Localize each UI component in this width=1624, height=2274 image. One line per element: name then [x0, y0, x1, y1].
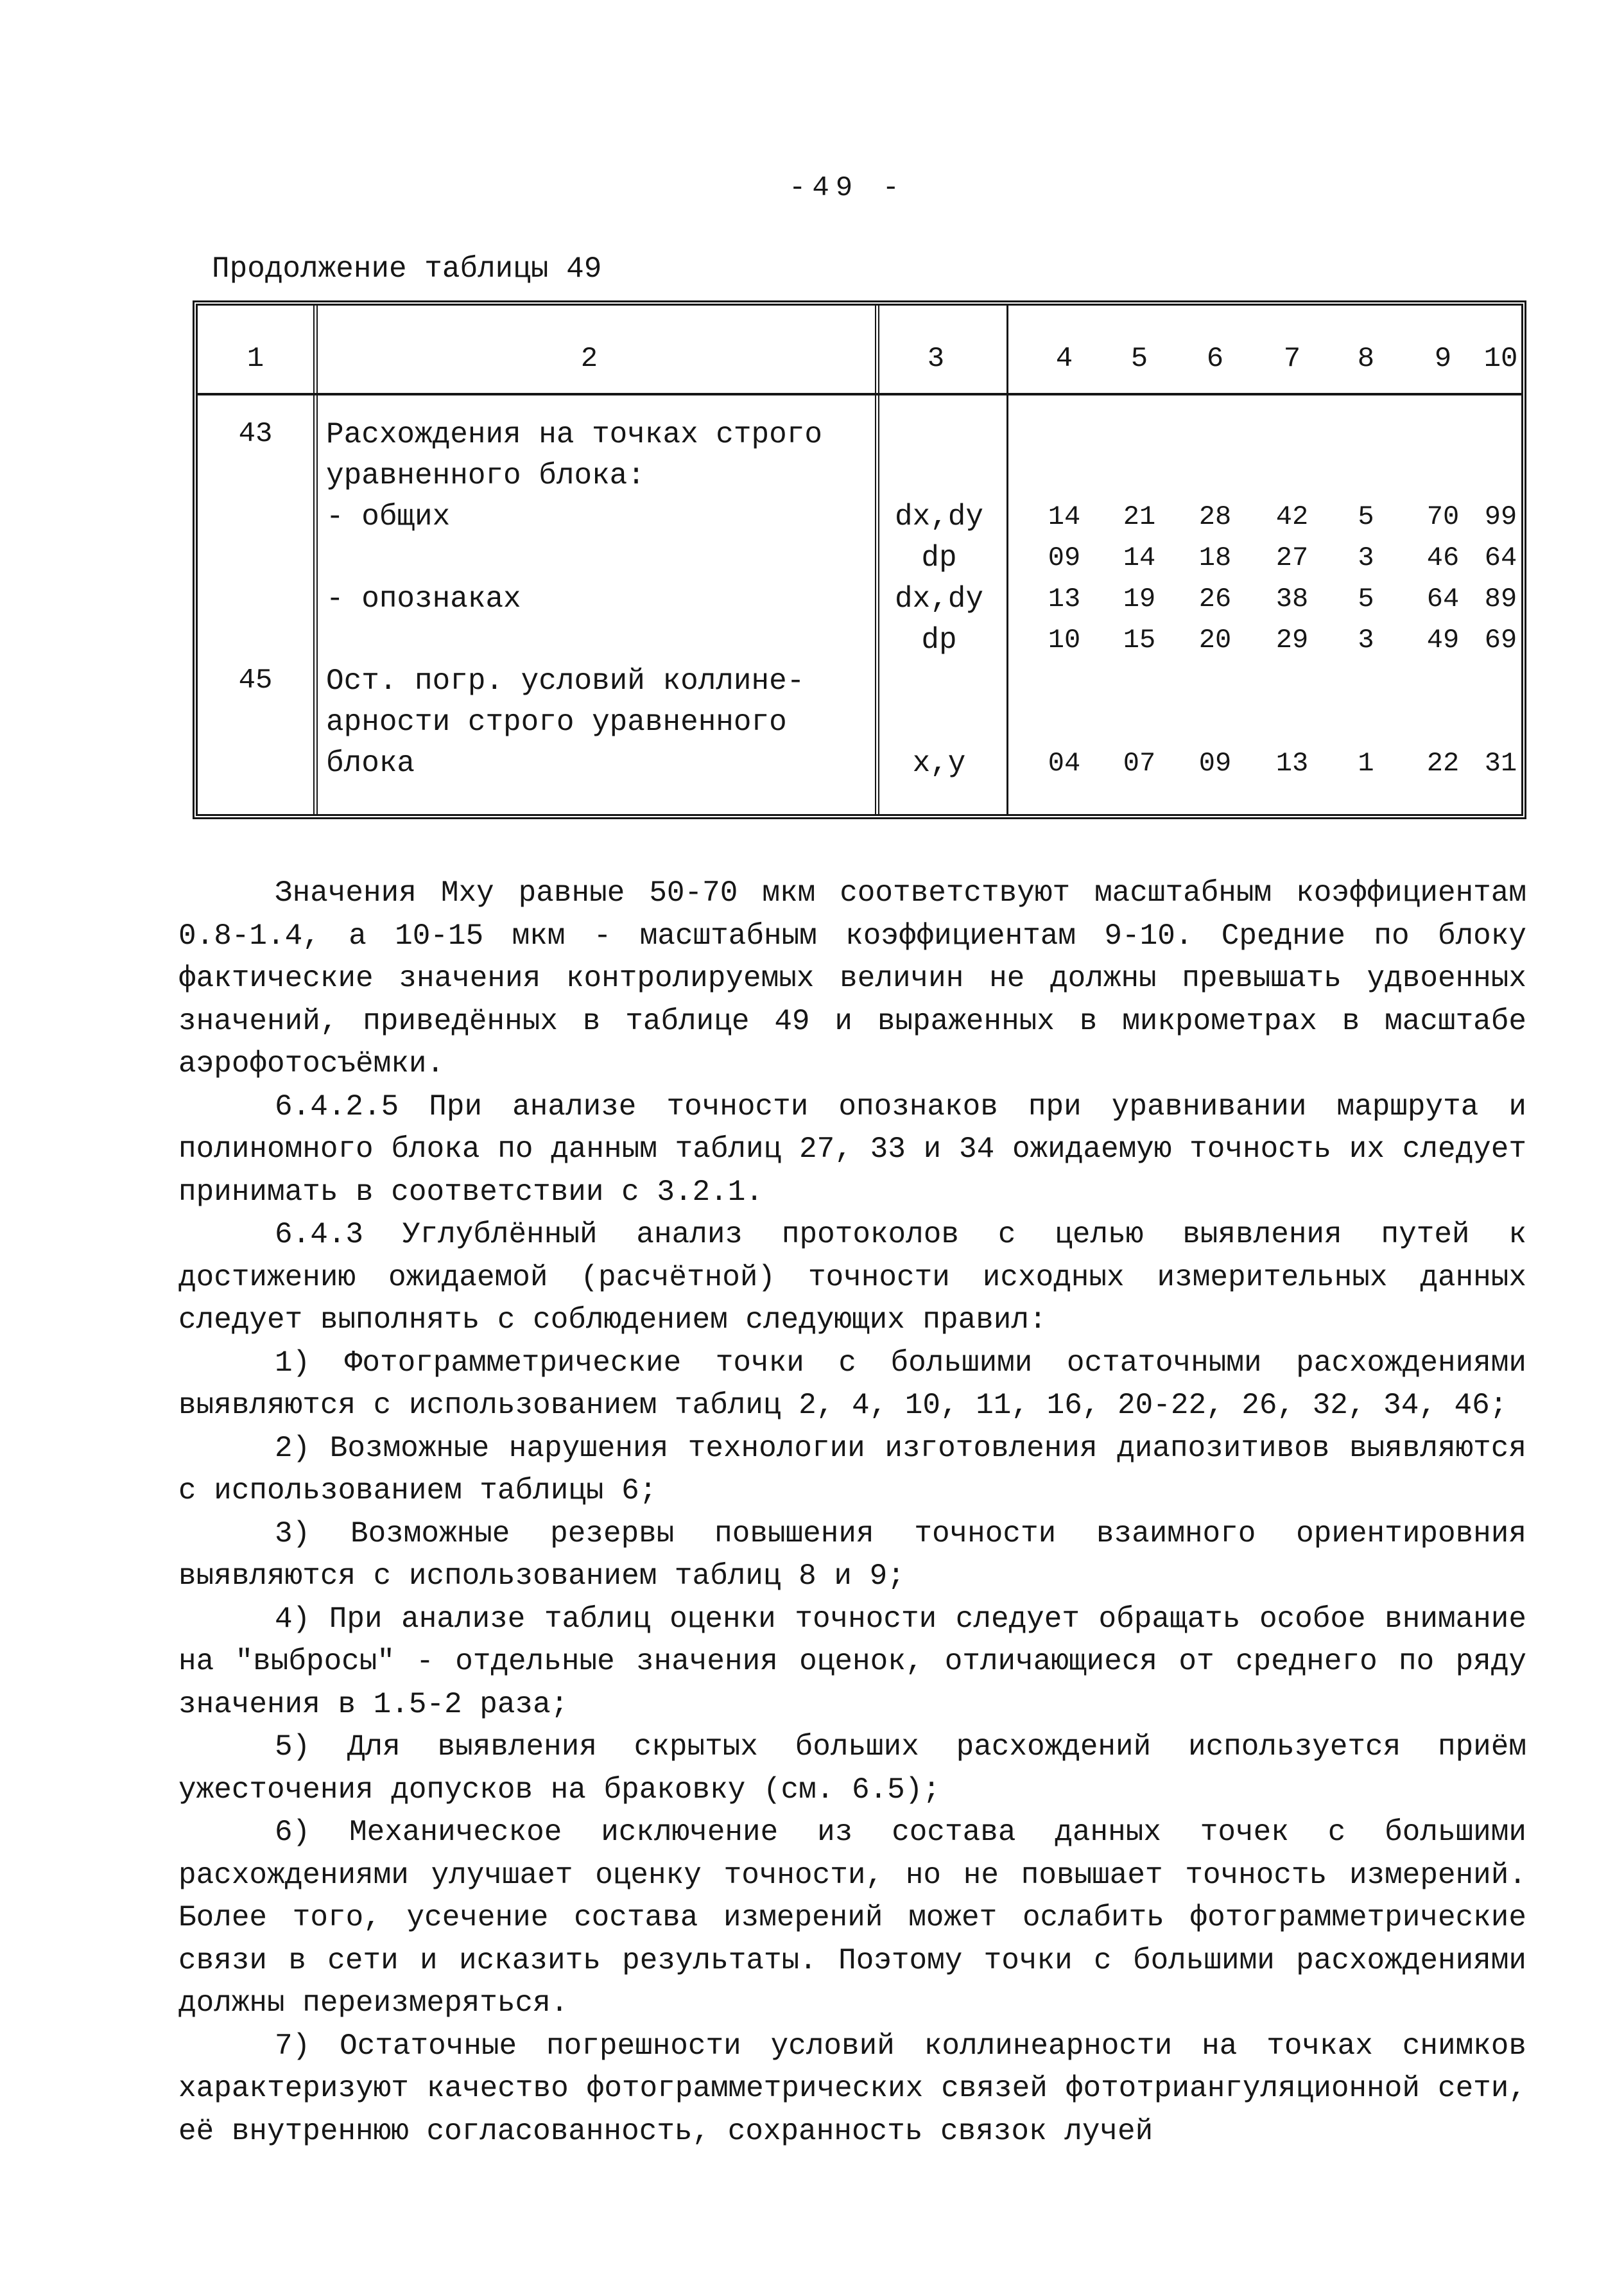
- table-cell: 69: [1484, 625, 1517, 655]
- page-number: -49 -: [788, 172, 906, 204]
- table-cell: 19: [1123, 584, 1156, 614]
- table-cell: 64: [1484, 542, 1517, 573]
- table-cell: 64: [1426, 584, 1460, 614]
- table-cell: 13: [1275, 748, 1309, 779]
- table-cell: 29: [1275, 625, 1309, 655]
- header-cell: 8: [1357, 343, 1375, 375]
- row-code: x,y: [912, 747, 966, 780]
- table-cell: 21: [1123, 501, 1156, 532]
- header-cell: 7: [1283, 343, 1301, 375]
- table-cell: 42: [1275, 501, 1309, 532]
- table-cell: 70: [1426, 501, 1460, 532]
- row-code: dx,dy: [894, 500, 984, 534]
- table-cell: 1: [1358, 748, 1374, 779]
- table-cell: 20: [1198, 625, 1232, 655]
- table-cell: 07: [1123, 748, 1156, 779]
- row-description: арности строго уравненного: [326, 706, 787, 739]
- table-cell: 15: [1123, 625, 1156, 655]
- header-cell: 2: [580, 343, 598, 375]
- header-cell: 4: [1055, 343, 1073, 375]
- table-cell: 09: [1198, 748, 1232, 779]
- table-cell: 13: [1048, 584, 1081, 614]
- table-cell: 5: [1358, 501, 1374, 532]
- body-text: [178, 872, 1526, 2153]
- table-cell: 46: [1426, 542, 1460, 573]
- row-number: 43: [238, 418, 273, 450]
- row-description: Ост. погр. условий коллине-: [326, 664, 805, 698]
- table-caption: Продолжение таблицы 49: [212, 252, 602, 286]
- table-cell: 3: [1358, 625, 1374, 655]
- list-item: 2) Возможные нарушения технологии изготовления диапозитивов выявляются с использованием таблицы 6;: [178, 1431, 1526, 1507]
- table-cell: 09: [1048, 542, 1081, 573]
- list-item: 7) Остаточные погрешности условий коллинеарности на точках снимков характеризуют качество фотограмметрических связей фототриангуляционной сети, её внутреннюю согласованность, сохранность связок лучей: [178, 2029, 1526, 2148]
- header-cell: 5: [1130, 343, 1148, 375]
- list-item: 1) Фотограмметрические точки с большими остаточными расхождениями выявляются с использованием таблиц 2, 4, 10, 11, 16, 20-22, 26, 32, 34, 46;: [178, 1346, 1526, 1422]
- row-description: уравненного блока:: [326, 459, 645, 492]
- table-cell: 18: [1198, 542, 1232, 573]
- row-description: Расхождения на точках строго: [326, 418, 822, 451]
- table-cell: 31: [1484, 748, 1517, 779]
- list-item: 6) Механическое исключение из состава данных точек с большими расхождениями улучшает оценку точности, но не повышает точность измерений. Более того, усечение состава измерений может ослабить фотограмметрические связи в сети и исказить результаты. Поэтому точки с большими расхождениями должны переизмеряться.: [178, 1816, 1526, 2020]
- table-cell: 89: [1484, 584, 1517, 614]
- table-cell: 14: [1123, 542, 1156, 573]
- header-cell: 10: [1483, 343, 1518, 375]
- table-cell: 49: [1426, 625, 1460, 655]
- table-cell: 28: [1198, 501, 1232, 532]
- paragraph: 6.4.3 Углублённый анализ протоколов с целью выявления путей к достижению ожидаемой (расчётной) точности исходных измерительных данных следует выполнять с соблюдением следующих правил:: [178, 1218, 1526, 1337]
- row-description: блока: [326, 747, 415, 780]
- table-cell: 10: [1048, 625, 1081, 655]
- table-divider: [1006, 306, 1008, 814]
- table-cell: 26: [1198, 584, 1232, 614]
- list-item: 5) Для выявления скрытых больших расхождений используется приём ужесточения допусков на браковку (см. 6.5);: [178, 1730, 1526, 1807]
- header-cell: 3: [927, 343, 945, 375]
- data-table: [193, 300, 1526, 819]
- paragraph: 6.4.2.5 При анализе точности опознаков при уравнивании маршрута и полиномного блока по данным таблиц 27, 33 и 34 ожидаемую точность их следует принимать в соответствии с 3.2.1.: [178, 1089, 1526, 1209]
- table-cell: 3: [1358, 542, 1374, 573]
- row-description: - опознаках: [326, 582, 521, 616]
- table-cell: 27: [1275, 542, 1309, 573]
- paragraph: Значения Мху равные 50-70 мкм соответствуют масштабным коэффициентам 0.8-1.4, а 10-15 мкм - масштабным коэффициентам 9-10. Средние по блоку фактические значения контролируемых величин не должны превышать удвоенных значений, приведённых в таблице 49 и выраженных в микрометрах в масштабе аэрофотосъёмки.: [178, 876, 1526, 1081]
- table-cell: 38: [1275, 584, 1309, 614]
- table-cell: 04: [1048, 748, 1081, 779]
- header-cell: 6: [1206, 343, 1224, 375]
- header-cell: 9: [1434, 343, 1452, 375]
- table-cell: 22: [1426, 748, 1460, 779]
- row-code: dx,dy: [894, 582, 984, 616]
- table-divider: [313, 306, 318, 814]
- list-item: 3) Возможные резервы повышения точности взаимного ориентировния выявляются с использованием таблиц 8 и 9;: [178, 1516, 1526, 1593]
- header-cell: 1: [246, 343, 264, 375]
- table-cell: 99: [1484, 501, 1517, 532]
- table-cell: 14: [1048, 501, 1081, 532]
- header-divider: [198, 393, 1521, 395]
- row-code: dp: [921, 541, 957, 575]
- list-item: 4) При анализе таблиц оценки точности следует обращать особое внимание на "выбросы" - отдельные значения оценок, отличающиеся от среднего по ряду значения в 1.5-2 раза;: [178, 1602, 1526, 1721]
- row-code: dp: [921, 623, 957, 657]
- row-number: 45: [238, 664, 273, 697]
- row-description: - общих: [326, 500, 451, 534]
- table-cell: 5: [1358, 584, 1374, 614]
